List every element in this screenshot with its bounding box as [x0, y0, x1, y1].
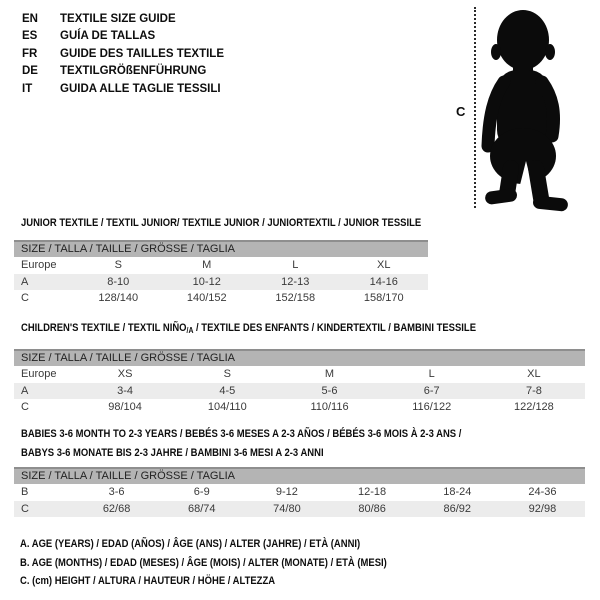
size-cell: 158/170	[363, 292, 404, 304]
legend-line-c: C. (cm) HEIGHT / ALTURA / HAUTEUR / HÖHE / ALTEZZA	[20, 575, 276, 587]
size-cell: 4-5	[219, 384, 236, 397]
size-cell: L	[292, 259, 299, 271]
size-cell: L	[428, 368, 435, 380]
size-cell: 68/74	[187, 502, 216, 515]
row-label: A	[21, 275, 29, 288]
size-cell: 14-16	[369, 275, 398, 288]
table-row	[14, 484, 585, 501]
section-babies	[14, 425, 585, 517]
babies-heading-line2: BABYS 3-6 MONATE BIS 2-3 JAHRE / BAMBINI 3-6 MESI A 2-3 ANNI	[21, 447, 324, 459]
babies-size-table	[14, 467, 585, 517]
size-cell: 62/68	[102, 502, 131, 515]
size-cell: S	[114, 259, 122, 271]
size-cell: XS	[117, 368, 133, 380]
language-code: ES	[22, 30, 38, 43]
children-heading	[21, 321, 506, 336]
size-cell: 92/98	[528, 502, 557, 515]
size-cell: 86/92	[443, 502, 472, 515]
measure-dotted-line	[474, 7, 476, 208]
size-cell: 104/110	[207, 401, 247, 413]
language-row	[22, 63, 224, 81]
baby-figure	[478, 6, 596, 212]
size-cell: 12-13	[281, 275, 310, 288]
junior-heading: JUNIOR TEXTILE / TEXTIL JUNIOR/ TEXTILE JUNIOR / JUNIORTEXTIL / JUNIOR TESSILE	[21, 217, 422, 229]
size-cell: 9-12	[275, 486, 298, 498]
size-cell: 7-8	[525, 384, 542, 397]
baby-silhouette-icon	[478, 6, 596, 212]
language-row	[22, 10, 224, 28]
legend-line-b: B. AGE (MONTHS) / EDAD (MESES) / ÂGE (MOIS) / ALTER (MONATE) / ETÀ (MESI)	[20, 556, 387, 569]
language-title: TEXTILGRÖßENFÜHRUNG	[60, 65, 207, 78]
size-cell: 74/80	[273, 502, 301, 515]
row-label: Europe	[21, 259, 57, 271]
language-code: EN	[22, 12, 38, 25]
size-cell: 3-4	[117, 384, 134, 397]
babies-heading-line1: BABIES 3-6 MONTH TO 2-3 YEARS / BEBÉS 3-6 MESES A 2-3 AÑOS / BÉBÉS 3-6 MOIS À 2-3 ANS /	[21, 428, 462, 440]
size-cell: XL	[527, 368, 541, 380]
table-row	[14, 366, 585, 383]
section-junior	[14, 216, 428, 307]
size-cell: 128/140	[98, 292, 139, 304]
size-cell: 80/86	[358, 502, 386, 515]
language-row	[22, 80, 224, 98]
language-code: FR	[22, 47, 38, 60]
language-header	[22, 10, 224, 98]
size-header-bar: SIZE / TALLA / TAILLE / GRÖSSE / TAGLIA	[14, 240, 428, 257]
size-cell: 8-10	[107, 275, 130, 288]
row-label: C	[21, 292, 29, 304]
language-title: GUIDA ALLE TAGLIE TESSILI	[60, 82, 221, 95]
children-size-table	[14, 349, 585, 416]
row-label: A	[21, 384, 29, 397]
babies-heading	[21, 425, 506, 463]
table-row	[14, 383, 585, 400]
row-label: C	[21, 502, 29, 515]
size-cell: XL	[377, 259, 391, 271]
measure-label-c: C	[456, 104, 466, 119]
table-row	[14, 274, 428, 291]
children-heading-subscript: /A	[186, 326, 194, 335]
language-title: GUÍA DE TALLAS	[60, 30, 156, 43]
junior-size-table	[14, 240, 428, 307]
size-cell: 10-12	[192, 275, 221, 288]
size-cell: 6-7	[423, 384, 440, 397]
children-heading-suffix: / TEXTILE DES ENFANTS / KINDERTEXTIL / BAMBINI TESSILE	[193, 322, 477, 334]
language-code: IT	[22, 82, 33, 95]
row-label: C	[21, 401, 29, 413]
size-cell: 12-18	[358, 486, 387, 498]
size-cell: 18-24	[443, 486, 472, 498]
row-label: Europe	[21, 368, 57, 380]
size-cell: 5-6	[321, 384, 338, 397]
size-cell: 152/158	[275, 292, 316, 304]
table-row	[14, 399, 585, 416]
section-children	[14, 321, 585, 416]
size-cell: M	[202, 259, 212, 271]
size-cell: 116/122	[412, 401, 452, 413]
size-cell: 3-6	[108, 486, 125, 498]
row-label: B	[21, 486, 29, 498]
size-header-bar: SIZE / TALLA / TAILLE / GRÖSSE / TAGLIA	[14, 467, 585, 484]
size-cell: 6-9	[193, 486, 210, 498]
language-title: GUIDE DES TAILLES TEXTILE	[60, 47, 224, 60]
language-row	[22, 28, 224, 46]
language-code: DE	[22, 65, 38, 78]
language-row	[22, 45, 224, 63]
size-header-bar: SIZE / TALLA / TAILLE / GRÖSSE / TAGLIA	[14, 349, 585, 366]
size-cell: 110/116	[310, 401, 349, 413]
table-row	[14, 257, 428, 274]
size-cell: 140/152	[186, 292, 227, 304]
children-heading-prefix: CHILDREN'S TEXTILE / TEXTIL NIÑO	[21, 322, 187, 334]
legend	[20, 535, 447, 591]
size-cell: S	[223, 368, 231, 380]
language-title: TEXTILE SIZE GUIDE	[60, 12, 176, 25]
size-cell: 24-36	[528, 486, 557, 498]
size-cell: 98/104	[108, 401, 142, 413]
size-cell: 122/128	[514, 401, 554, 413]
table-row	[14, 501, 585, 518]
table-row	[14, 290, 428, 307]
size-cell: M	[324, 368, 335, 380]
legend-line-a: A. AGE (YEARS) / EDAD (AÑOS) / ÂGE (ANS) / ALTER (JAHRE) / ETÀ (ANNI)	[20, 538, 361, 550]
